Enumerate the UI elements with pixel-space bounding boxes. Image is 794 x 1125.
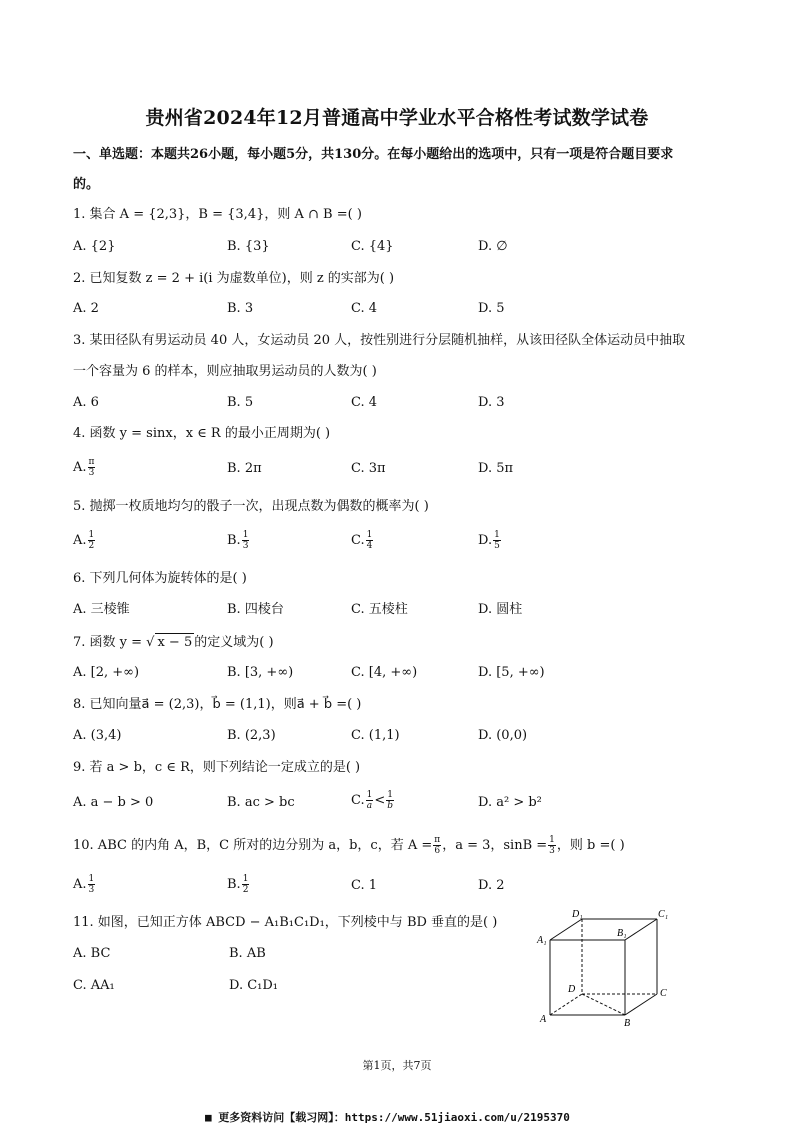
q11-option-b: B. AB: [229, 946, 266, 961]
q4-stem: 4. 函数 y = sinx，x ∈ R 的最小正周期为( ): [73, 426, 331, 441]
q10-stem-suffix: ，则 b =( ): [556, 838, 625, 853]
q10-sine-fraction: [548, 835, 556, 856]
q10-option-a-fraction: [88, 874, 96, 895]
q5-option-b-numerator: 1: [242, 530, 249, 540]
q3-stem-line2: 一个容量为 6 的样本，则应抽取男运动员的人数为( ): [73, 364, 377, 379]
q10-option-a-label: A.: [73, 877, 87, 892]
q8-option-d: D. (0,0): [478, 728, 528, 743]
q6-option-a: A. 三棱锥: [73, 602, 130, 617]
diagonal-b-d-hidden: [582, 994, 625, 1015]
q5-option-a-denominator: 2: [88, 541, 95, 551]
section-heading-line1: 一、单选题：本题共26小题，每小题5分，共130分。在每小题给出的选项中，只有一项是符合题目要求: [73, 147, 674, 162]
q5-option-c-denominator: 4: [366, 541, 373, 551]
q9-option-c-fraction-2: [386, 790, 394, 811]
label-d: D: [568, 984, 576, 995]
q9-option-c-denominator-2: b: [387, 801, 394, 811]
q9-option-c-numerator-1: 1: [366, 790, 373, 800]
q10-option-b: [227, 874, 250, 895]
q5-option-a: [73, 530, 96, 551]
q10-option-b-label: B.: [227, 877, 241, 892]
q9-stem: 9. 若 a > b，c ∈ R，则下列结论一定成立的是( ): [73, 760, 361, 775]
q10-option-b-numerator: 1: [242, 874, 249, 884]
q6-option-d: D. 圆柱: [478, 602, 523, 617]
q10-option-a-denominator: 3: [88, 885, 95, 895]
q9-option-c-denominator-1: a: [366, 801, 373, 811]
q5-option-d-numerator: 1: [494, 530, 500, 540]
q5-option-d: [478, 530, 502, 551]
q9-option-a: A. a − b > 0: [73, 795, 154, 810]
q5-option-d-label: D.: [478, 533, 493, 548]
q3-stem-line1: 3. 某田径队有男运动员 40 人，女运动员 20 人，按性别进行分层随机抽样，从该田径队全体运动员中抽取: [73, 333, 686, 348]
q8-option-c: C. (1,1): [351, 728, 400, 743]
q10-sine-numerator: 1: [549, 835, 555, 845]
q5-stem: 5. 抛掷一枚质地均匀的骰子一次，出现点数为偶数的概率为( ): [73, 499, 429, 514]
q7-option-b: B. [3, +∞): [227, 665, 294, 680]
q9-option-c: [351, 790, 395, 811]
q5-option-b-denominator: 3: [242, 541, 249, 551]
q5-option-d-denominator: 5: [494, 541, 500, 551]
q3-option-c: C. 4: [351, 395, 378, 410]
q8-option-a: A. (3,4): [73, 728, 122, 743]
q8-stem: 8. 已知向量a⃗ = (2,3)，b⃗ = (1,1)，则a⃗ + b⃗ =( ): [73, 697, 362, 712]
q6-option-b: B. 四棱台: [227, 602, 284, 617]
q4-option-b: B. 2π: [227, 461, 262, 476]
q1-stem: 1. 集合 A = {2,3}，B = {3,4}，则 A ∩ B =( ): [73, 207, 362, 222]
q6-option-c: C. 五棱柱: [351, 602, 408, 617]
q5-option-a-fraction: [88, 530, 96, 551]
q9-option-c-less-than: <: [374, 793, 386, 808]
q5-option-b-label: B.: [227, 533, 241, 548]
q11-option-d: D. C₁D₁: [229, 978, 279, 993]
q10-option-b-denominator: 2: [242, 885, 249, 895]
label-d1: D₁: [572, 909, 583, 920]
q9-option-b: B. ac > bc: [227, 795, 295, 810]
q5-option-c-label: C.: [351, 533, 365, 548]
q10-option-d: D. 2: [478, 878, 505, 893]
q10-angle-fraction: [433, 835, 441, 856]
q7-radicand: x − 5: [157, 635, 193, 650]
q10-angle-denominator: 6: [434, 846, 441, 856]
q3-option-b: B. 5: [227, 395, 254, 410]
q9-option-d: D. a² > b²: [478, 795, 542, 810]
q2-stem: 2. 已知复数 z = 2 + i(i 为虚数单位)，则 z 的实部为( ): [73, 271, 395, 286]
edge-a1-d1: [550, 919, 582, 940]
q4-option-a-fraction: [88, 457, 96, 478]
q7-option-c: C. [4, +∞): [351, 665, 418, 680]
q4-option-a-numerator: π: [88, 457, 95, 467]
edge-b-c: [625, 994, 657, 1015]
q4-option-c: C. 3π: [351, 461, 386, 476]
label-b: B: [624, 1018, 631, 1029]
q5-option-d-fraction: [493, 530, 501, 551]
page-title: 贵州省2024年12月普通高中学业水平合格性考试数学试卷: [145, 107, 649, 129]
q4-option-a-label: A.: [73, 460, 87, 475]
q5-option-c: [351, 530, 374, 551]
q3-option-d: D. 3: [478, 395, 505, 410]
q7-option-a: A. [2, +∞): [73, 665, 140, 680]
q5-option-a-numerator: 1: [88, 530, 95, 540]
q10-option-a: [73, 874, 96, 895]
q10-stem-prefix: 10. ABC 的内角 A，B，C 所对的边分别为 a，b，c，若 A =: [73, 838, 433, 853]
q10-stem-middle: ，a = 3，sinB =: [442, 838, 548, 853]
label-a: A: [540, 1014, 547, 1025]
q2-option-a: A. 2: [73, 301, 99, 316]
q10-stem: [73, 835, 625, 856]
q8-option-b: B. (2,3): [227, 728, 276, 743]
q5-option-c-numerator: 1: [366, 530, 373, 540]
q7-stem: [73, 633, 274, 652]
q5-option-a-label: A.: [73, 533, 87, 548]
q2-option-d: D. 5: [478, 301, 505, 316]
q3-option-a: A. 6: [73, 395, 99, 410]
page-footer: 第1页，共7页: [362, 1059, 432, 1072]
q5-option-c-fraction: [366, 530, 374, 551]
label-a1: A₁: [537, 935, 547, 946]
section-heading-line2: 的。: [73, 177, 100, 192]
q9-option-c-fraction-1: [366, 790, 374, 811]
q7-stem-suffix: 的定义域为( ): [194, 635, 274, 650]
label-c1: C₁: [658, 909, 669, 920]
q10-angle-numerator: π: [434, 835, 441, 845]
q6-stem: 6. 下列几何体为旋转体的是( ): [73, 571, 247, 586]
cube-figure: [530, 905, 680, 1030]
q5-option-b-fraction: [242, 530, 250, 551]
label-b1: B₁: [617, 928, 627, 939]
label-c: C: [660, 988, 667, 999]
q1-option-a: A. {2}: [73, 239, 116, 254]
q11-option-c: C. AA₁: [73, 978, 115, 993]
resource-banner[interactable]: ■ 更多资料访问【载习网】：https://www.51jiaoxi.com/u/2195370: [205, 1111, 570, 1124]
q5-option-b: [227, 530, 250, 551]
q9-option-c-label: C.: [351, 793, 365, 808]
q4-option-a: [73, 457, 96, 478]
q10-option-a-numerator: 1: [88, 874, 95, 884]
edge-a-d-hidden: [550, 994, 582, 1015]
q11-option-a: A. BC: [73, 946, 111, 961]
q1-option-d: D. ∅: [478, 239, 508, 254]
q10-option-c: C. 1: [351, 878, 378, 893]
q7-stem-prefix: 7. 函数 y =: [73, 635, 147, 650]
q11-stem: 11. 如图，已知正方体 ABCD − A₁B₁C₁D₁，下列棱中与 BD 垂直的是( ): [73, 915, 498, 930]
q1-option-b: B. {3}: [227, 239, 270, 254]
q7-option-d: D. [5, +∞): [478, 665, 545, 680]
q4-option-d: D. 5π: [478, 461, 514, 476]
q1-option-c: C. {4}: [351, 239, 394, 254]
q10-option-b-fraction: [242, 874, 250, 895]
q9-option-c-numerator-2: 1: [387, 790, 394, 800]
q2-option-b: B. 3: [227, 301, 254, 316]
q4-option-a-denominator: 3: [88, 468, 95, 478]
edge-b1-c1: [625, 919, 657, 940]
q2-option-c: C. 4: [351, 301, 378, 316]
radical-sign: √: [146, 635, 155, 650]
q10-sine-denominator: 3: [549, 846, 555, 856]
